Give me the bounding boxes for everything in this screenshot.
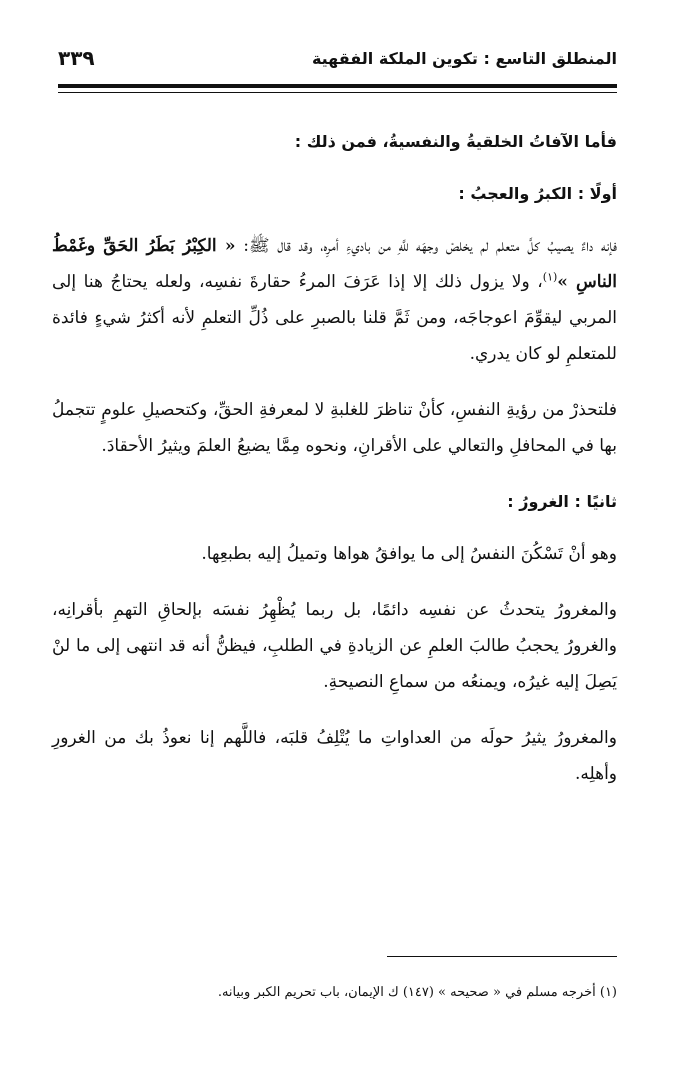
hadith-quote: « الكِبْرُ بَطَرُ الحَقِّ وغَمْطُ الناسِ »	[52, 236, 617, 292]
body-text	[52, 124, 617, 792]
paragraph-vanity-3: والمغرورُ يثيرُ حولَه من العداواتِ ما يُتْلِفُ قلبَه، فاللَّهم إنا نعوذُ بك من الغرورِ وأهلِه.	[52, 728, 617, 784]
footnote-separator	[387, 956, 617, 957]
paragraph-text: ، ولا يزول ذلك إلا إذا عَرَفَ المرءُ حقارةَ نفسِه، ولعله يحتاجُ هنا إلى المربي ليقوِّمَ اعوجاجَه، ومن ثَمَّ قلنا بالصبرِ على ذُلِّ التعلمِ لأنه أكثرُ شيءٍ فائدة للمتعلمِ لو كان يدري.	[52, 272, 617, 364]
running-title: المنطلق التاسع : تكوين الملكة الفقهية	[311, 48, 617, 68]
paragraph-vanity-1: وهو أنْ تَسْكُنَ النفسُ إلى ما يوافقُ هواها وتميلُ إليه بطبعِها.	[201, 544, 617, 564]
header-rule-thin	[58, 92, 617, 93]
paragraph-vanity-2: والمغرورُ يتحدثُ عن نفسِه دائمًا، بل ربما يُظْهِرُ نفسَه بإلحاقِ التهمِ بأقرانِه، والغرورُ يحجبُ طالبَ العلمِ عن الزيادةِ في الطلبِ، فيظنُّ أنه قد انتهى إلى ما لنْ يَصِلَ إليه غيرُه، ويمنعُه من سماعِ النصيحةِ.	[52, 600, 617, 692]
footnote-reference: (١)	[542, 270, 558, 284]
page-number: ٣٣٩	[58, 46, 95, 70]
paragraph-pride-1	[52, 228, 617, 372]
paragraph-pride-2: فلتحذرْ من رؤيةِ النفسِ، كأنْ تناظرَ للغلبةِ لا لمعرفةِ الحقِّ، وكتحصيلِ علومٍ تتجملُ بها في المحافلِ والتعالي على الأقرانِ، ونحوه مِمَّا يضيعُ العلمَ ويثيرُ الأحقادَ.	[52, 400, 617, 456]
section-heading-pride: أولًا : الكبرُ والعجبُ :	[458, 184, 617, 203]
intro-heading: فأما الآفاتُ الخلقيةُ والنفسيةُ، فمن ذلك :	[294, 132, 617, 151]
section-heading-vanity: ثانيًا : الغرورُ :	[507, 492, 617, 511]
footnote: (١) أخرجه مسلم في « صحيحه » (١٤٧) ك الإيمان، باب تحريم الكبر وبيانه.	[217, 985, 617, 1000]
paragraph-text: فإنه داءٌ يصيبُ كلَّ متعلم لم يخلصْ وجهَه للَّهِ من باديءِ أمرِه، وقد قال ﷺ:	[235, 236, 617, 256]
header-rule-thick	[58, 84, 617, 88]
running-header	[58, 38, 617, 78]
